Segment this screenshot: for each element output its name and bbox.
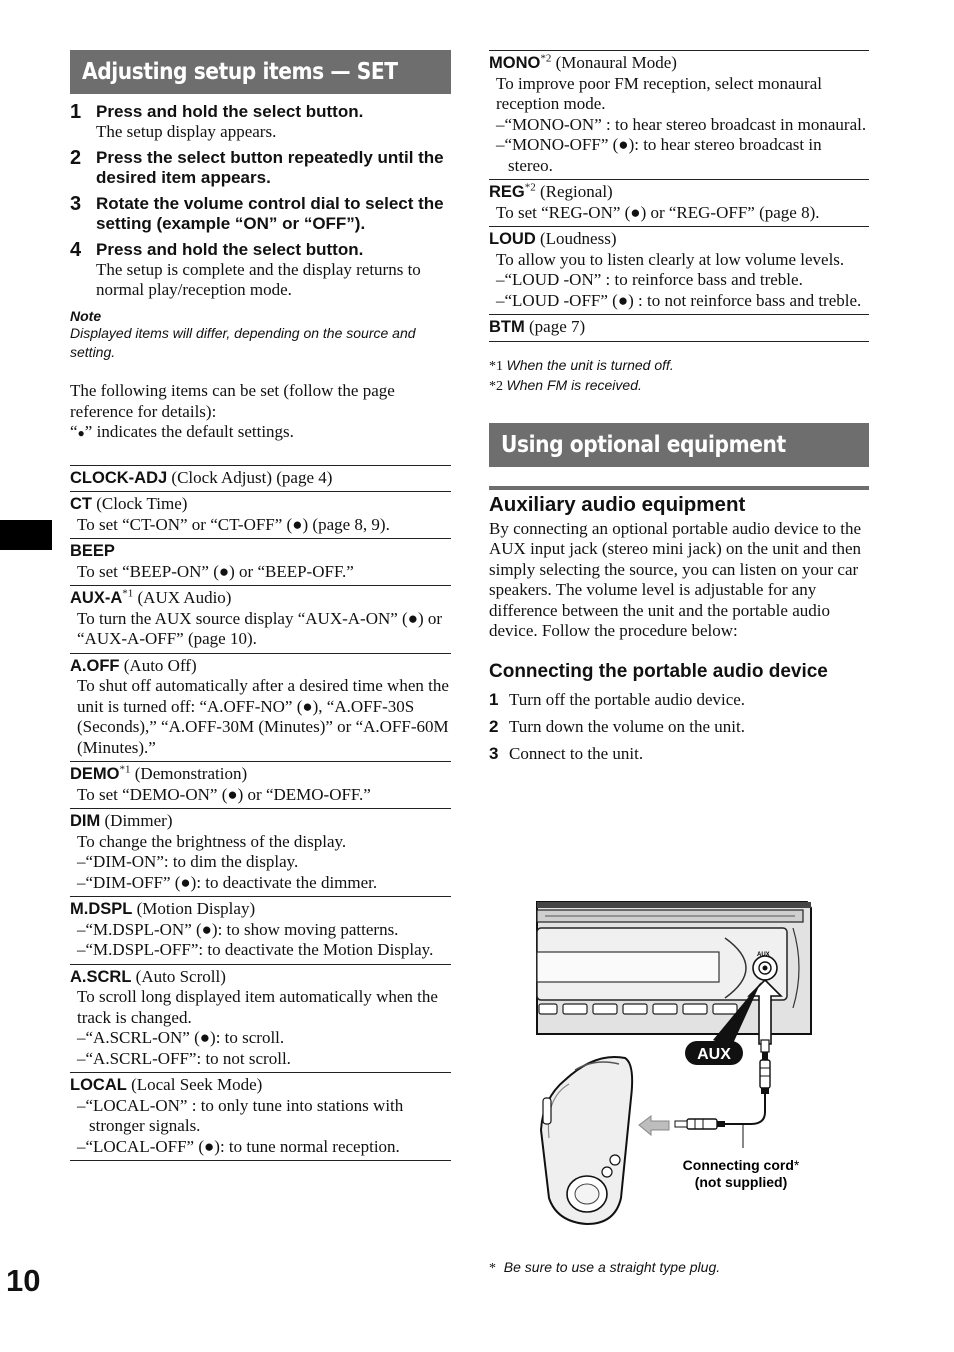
setup-item-name: (AUX Audio) xyxy=(133,588,232,607)
step-number: 4 xyxy=(70,239,82,261)
setup-item-keyword: BEEP xyxy=(70,542,115,560)
setup-item-heading xyxy=(489,229,869,250)
section-banner-optional: Using optional equipment xyxy=(489,423,869,467)
setup-item-keyword: AUX-A xyxy=(70,589,123,607)
setup-item-heading xyxy=(70,764,451,785)
setup-item-option: –“M.DSPL-OFF”: to deactivate the Motion Display. xyxy=(77,940,434,959)
setup-item-keyword: A.OFF xyxy=(70,656,120,675)
default-bullet-icon: ● xyxy=(77,426,85,440)
setup-item-heading xyxy=(489,182,869,203)
setup-item-name: (Motion Display) xyxy=(132,899,256,918)
setup-item-name: (Auto Off) xyxy=(119,655,197,675)
setup-item xyxy=(489,51,869,180)
step-number: 2 xyxy=(70,147,82,169)
setup-step xyxy=(70,240,451,300)
setup-item xyxy=(489,315,869,342)
step-body xyxy=(96,240,451,300)
setup-item xyxy=(70,965,451,1074)
setup-item xyxy=(489,180,869,227)
step-number: 1 xyxy=(70,101,82,123)
setup-step xyxy=(70,102,451,142)
step-description: The setup is complete and the display returns to normal play/reception mode. xyxy=(96,260,421,299)
setup-item-option: –“MONO-ON” : to hear stereo broadcast in monaural. xyxy=(496,114,867,134)
setup-item-name: (Loudness) xyxy=(535,229,617,248)
portable-audio-device xyxy=(541,1057,632,1224)
setup-item-list-left xyxy=(70,465,451,1162)
footnote xyxy=(489,376,869,396)
setup-item-heading xyxy=(70,1075,451,1096)
setup-item xyxy=(70,1073,451,1161)
footnote-ref: *2 xyxy=(540,52,552,65)
setup-item-option: –“LOUD -ON” : to reinforce bass and treble. xyxy=(496,270,803,289)
setup-item-option: –“LOCAL-ON” : to only tune into stations with stronger signals. xyxy=(77,1095,404,1135)
setup-item-name: (Regional) xyxy=(535,182,613,201)
setup-item-heading xyxy=(70,967,451,988)
step-title: Press and hold the select button. xyxy=(96,102,364,121)
setup-item-description: To set “BEEP-ON” (●) or “BEEP-OFF.” xyxy=(77,561,354,581)
subhead-rule xyxy=(489,486,869,490)
connect-step-number: 1 xyxy=(489,689,499,709)
note-text: Displayed items will differ, depending on the source and setting. xyxy=(70,325,416,360)
connect-step-text: Connect to the unit. xyxy=(509,743,644,763)
connect-step-text: Turn off the portable audio device. xyxy=(509,689,746,709)
aux-jack-label: AUX xyxy=(757,952,770,958)
step-body xyxy=(96,194,451,234)
right-column xyxy=(489,50,869,764)
setup-item-keyword: MONO xyxy=(489,54,541,72)
left-column xyxy=(70,50,451,1161)
stereo-plug-upper xyxy=(760,1040,770,1094)
footnote-ref: *2 xyxy=(524,181,536,194)
footnote-text: When the unit is turned off. xyxy=(506,356,674,373)
footnote-text: When FM is received. xyxy=(506,376,642,393)
connecting-steps xyxy=(489,690,869,764)
step-body xyxy=(96,102,451,142)
setup-item-keyword: M.DSPL xyxy=(70,900,133,918)
setup-item xyxy=(489,227,869,315)
setup-item-option: –“LOUD -OFF” (●) : to not reinforce bass and treble. xyxy=(496,290,862,310)
setup-item-name: (Clock Adjust) (page 4) xyxy=(167,467,333,487)
setup-item-heading xyxy=(489,317,869,338)
setup-item xyxy=(70,466,451,493)
step-title: Rotate the volume control dial to select the setting (example “ON” or “OFF”). xyxy=(96,194,444,233)
setup-item-option: –“DIM-ON”: to dim the display. xyxy=(77,852,299,871)
setup-item-heading xyxy=(70,588,451,609)
setup-item-name: (Dimmer) xyxy=(100,811,173,830)
step-title: Press and hold the select button. xyxy=(96,240,364,259)
step-number: 3 xyxy=(70,193,82,215)
setup-item-description: To change the brightness of the display. xyxy=(77,831,347,851)
aux-equipment-heading: Auxiliary audio equipment xyxy=(489,492,746,516)
setup-item-description: To set “REG-ON” (●) or “REG-OFF” (page 8). xyxy=(496,202,820,222)
connect-step xyxy=(489,717,869,737)
connection-illustration xyxy=(535,898,815,1238)
setup-item-name: (Auto Scroll) xyxy=(131,966,226,986)
aux-equipment-paragraph: By connecting an optional portable audio device to the AUX input jack (stereo mini jack) on the unit and then simply selecting the source, you can listen on your car speakers. The volume level is adjustable for any difference between the unit and the portable audio device. Follow the procedure below: xyxy=(489,518,862,640)
setup-item xyxy=(70,586,451,654)
setup-item-option: –“LOCAL-OFF” (●): to tune normal reception. xyxy=(77,1136,400,1156)
connection-diagram xyxy=(535,898,815,1238)
cord-label-note: (not supplied) xyxy=(694,1174,788,1190)
insert-arrow-left-icon xyxy=(639,1116,669,1135)
setup-item-heading xyxy=(70,541,451,562)
setup-item-name: (Demonstration) xyxy=(130,764,248,783)
setup-item-keyword: BTM xyxy=(489,318,525,336)
setup-item xyxy=(70,654,451,763)
intro-text: The following items can be set (follow the page reference for details): xyxy=(70,381,395,421)
setup-item-keyword: REG xyxy=(489,183,525,201)
stereo-plug-lower xyxy=(675,1119,725,1129)
connecting-cord xyxy=(725,1094,765,1124)
setup-item-name: (Monaural Mode) xyxy=(551,53,677,72)
setup-item xyxy=(70,539,451,586)
step-title: Press the select button repeatedly until the desired item appears. xyxy=(96,148,444,187)
note-label: Note xyxy=(70,308,102,324)
section-tab xyxy=(0,520,52,550)
setup-item-heading xyxy=(489,53,869,74)
step-body xyxy=(96,148,451,188)
footnote-ref: *1 xyxy=(119,763,131,776)
setup-item-keyword: DEMO xyxy=(70,765,120,783)
connect-step-number: 2 xyxy=(489,716,499,736)
setup-step xyxy=(70,194,451,234)
cord-label: Connecting cord* xyxy=(682,1157,800,1173)
setup-item-description: To set “CT-ON” or “CT-OFF” (●) (page 8, 9). xyxy=(77,514,390,534)
setup-item-description: To improve poor FM reception, select monaural reception mode. xyxy=(496,73,822,113)
footnote-ref: *1 xyxy=(122,587,134,600)
setup-item-description: To allow you to listen clearly at low volume levels. xyxy=(496,249,845,269)
step-description: The setup display appears. xyxy=(96,122,277,141)
connect-step-text: Turn down the volume on the unit. xyxy=(509,716,745,736)
setup-item-option: –“DIM-OFF” (●): to deactivate the dimmer. xyxy=(77,872,378,892)
connect-step xyxy=(489,690,869,710)
setup-item-keyword: LOUD xyxy=(489,230,536,248)
default-indicator-text: “●” indicates the default settings. xyxy=(70,422,294,441)
connecting-heading: Connecting the portable audio device xyxy=(489,660,828,682)
setup-item-heading xyxy=(70,656,451,677)
setup-item xyxy=(70,762,451,809)
setup-item-heading xyxy=(70,468,451,489)
aux-badge-label: AUX xyxy=(697,1046,731,1063)
setup-item-keyword: A.SCRL xyxy=(70,967,132,986)
setup-item-option: –“M.DSPL-ON” (●): to show moving patterns. xyxy=(77,919,399,939)
footnotes xyxy=(489,356,869,396)
plug-footnote: * Be sure to use a straight type plug. xyxy=(489,1259,721,1276)
setup-item-description: To turn the AUX source display “AUX-A-ON” (●) or “AUX-A-OFF” (page 10). xyxy=(77,608,443,648)
setup-item-option: –“A.SCRL-OFF”: to not scroll. xyxy=(77,1048,291,1068)
setup-item-description: To shut off automatically after a desired time when the unit is turned off: “A.OFF-NO” (●), “A.OFF-30S (Seconds),” “A.OFF-30M (Minutes)” or “A.OFF-60M (Minutes).” xyxy=(77,676,449,757)
setup-item-description: To scroll long displayed item automatically when the track is changed. xyxy=(77,987,438,1027)
connect-step xyxy=(489,744,869,764)
setup-item-heading xyxy=(70,494,451,515)
setup-item-description: To set “DEMO-ON” (●) or “DEMO-OFF.” xyxy=(77,784,371,804)
page-number: 10 xyxy=(6,1263,41,1298)
section-banner-setup: Adjusting setup items — SET xyxy=(70,50,451,94)
setup-item-heading xyxy=(70,899,451,920)
setup-steps xyxy=(70,102,451,300)
footnote-mark: *2 xyxy=(489,378,503,394)
footnote xyxy=(489,356,869,376)
setup-item xyxy=(70,897,451,965)
setup-item-name: (Local Seek Mode) xyxy=(126,1075,263,1094)
connect-step-number: 3 xyxy=(489,743,499,763)
footnote-mark: *1 xyxy=(489,358,503,374)
setup-item-keyword: CLOCK-ADJ xyxy=(70,468,168,487)
setup-item-heading xyxy=(70,811,451,832)
setup-item xyxy=(70,492,451,539)
setup-item-option: –“A.SCRL-ON” (●): to scroll. xyxy=(77,1028,285,1047)
setup-item-name: (page 7) xyxy=(524,317,586,336)
setup-item-option: –“MONO-OFF” (●): to hear stereo broadcast in stereo. xyxy=(496,135,822,175)
setup-item-list-right xyxy=(489,50,869,342)
setup-step xyxy=(70,148,451,188)
setup-item-name: (Clock Time) xyxy=(92,494,188,513)
setup-item-keyword: LOCAL xyxy=(70,1076,127,1094)
setup-item-keyword: DIM xyxy=(70,812,101,830)
setup-item xyxy=(70,809,451,897)
setup-item-keyword: CT xyxy=(70,495,92,513)
